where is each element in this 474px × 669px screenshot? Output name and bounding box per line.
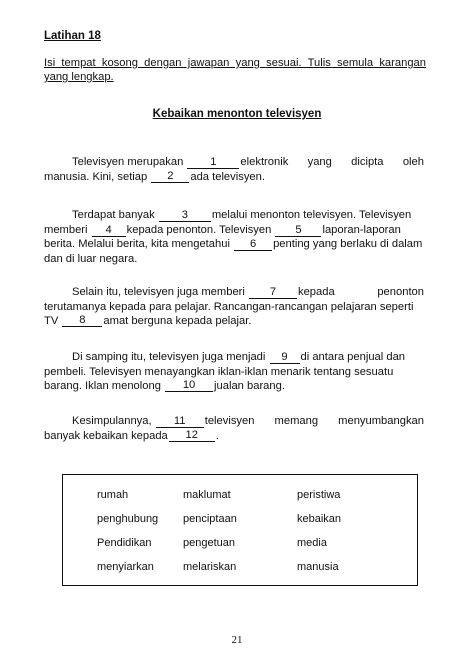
text: Di samping itu, televisyen juga menjadi — [72, 351, 266, 363]
essay-title: Kebaikan menonton televisyen — [152, 108, 322, 120]
text: oleh — [402, 156, 424, 168]
word-bank-item: media — [297, 537, 327, 549]
text: pembeli. Televisyen menayangkan iklan-iklan menarik tentang sesuatu — [44, 365, 394, 378]
word-bank-item: peristiwa — [297, 489, 341, 501]
blank-10[interactable]: 10 — [165, 379, 213, 392]
text: manusia. Kini, setiap — [44, 170, 148, 183]
instruction-line-2: yang lengkap. — [44, 71, 114, 83]
text: Terdapat banyak — [72, 209, 155, 221]
text: yang — [307, 156, 332, 168]
text: amat berguna kepada pelajar. — [103, 315, 252, 327]
blank-11[interactable]: 11 — [156, 415, 204, 428]
blank-8[interactable]: 8 — [62, 314, 102, 327]
paragraph-1 — [44, 155, 424, 184]
text: barang. Iklan menolong — [44, 380, 161, 392]
paragraph-3 — [44, 285, 424, 329]
text: memang — [274, 415, 319, 427]
text: penonton — [377, 286, 424, 298]
word-bank-item: penghubung — [97, 513, 159, 525]
text: kepada — [297, 286, 335, 298]
word-bank-item: penciptaan — [183, 513, 237, 525]
text: Televisyen merupakan — [72, 156, 184, 168]
blank-1[interactable]: 1 — [187, 156, 239, 169]
blank-12[interactable]: 12 — [169, 429, 215, 442]
page-number: 21 — [231, 634, 243, 646]
instruction-line-1: Isi tempat kosong dengan jawapan yang sesuai. Tulis semula karangan — [44, 57, 426, 69]
text: menyumbangkan — [338, 415, 424, 427]
blank-3[interactable]: 3 — [159, 209, 211, 222]
blank-4[interactable]: 4 — [92, 224, 126, 237]
text: televisyen — [204, 415, 255, 427]
word-bank-item: Pendidikan — [97, 537, 152, 549]
text: banyak kebaikan kepada — [44, 429, 168, 442]
word-bank-item: rumah — [97, 489, 129, 501]
text: jualan barang. — [214, 380, 285, 392]
text: penting yang berlaku di dalam — [273, 238, 423, 250]
instruction — [44, 56, 426, 84]
paragraph-4 — [44, 350, 424, 394]
word-bank-item: kebaikan — [297, 513, 342, 525]
text: kepada penonton. Televisyen — [126, 223, 272, 236]
text: dan di luar negara. — [44, 252, 138, 265]
text: Selain itu, televisyen juga memberi — [72, 286, 245, 298]
text: laporan-laporan — [322, 223, 401, 236]
text: melalui menonton televisyen. Televisyen — [211, 209, 412, 221]
text: elektronik — [240, 156, 289, 168]
text: berita. Melalui berita, kita mengetahui — [44, 238, 230, 250]
blank-5[interactable]: 5 — [275, 224, 321, 237]
word-bank-item: pengetuan — [183, 537, 235, 549]
blank-7[interactable]: 7 — [249, 286, 297, 299]
word-bank-box — [62, 474, 418, 586]
blank-2[interactable]: 2 — [151, 170, 189, 183]
word-bank-item: melariskan — [183, 561, 237, 573]
text: Kesimpulannya, — [72, 415, 152, 427]
paragraph-2 — [44, 208, 424, 266]
text: di antara penjual dan — [300, 351, 406, 363]
blank-6[interactable]: 6 — [234, 238, 272, 251]
text: memberi — [44, 223, 88, 236]
exercise-title: Latihan 18 — [44, 30, 101, 42]
text: terutamanya kepada para pelajar. Rancangan-rancangan pelajaran seperti — [44, 300, 414, 313]
text: . — [215, 429, 219, 442]
text: dicipta — [351, 156, 384, 168]
word-bank-item: menyiarkan — [97, 561, 154, 573]
blank-9[interactable]: 9 — [270, 351, 300, 364]
word-bank-item: manusia — [297, 561, 339, 573]
paragraph-5 — [44, 414, 424, 443]
text: ada televisyen. — [190, 170, 265, 183]
word-bank-item: maklumat — [183, 489, 231, 501]
text: TV — [44, 315, 59, 327]
